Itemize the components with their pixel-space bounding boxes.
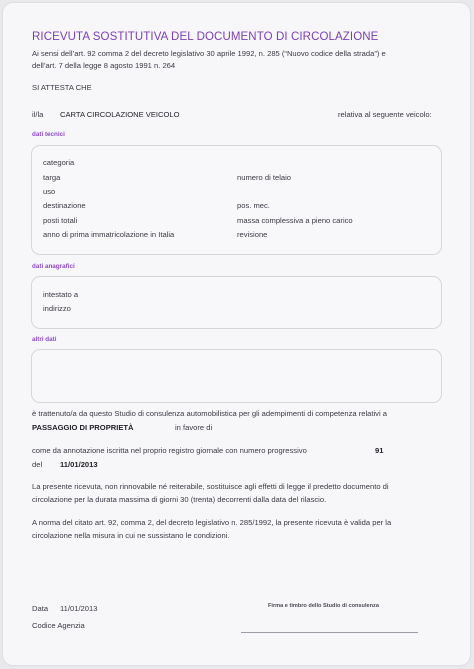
section-label-other: altri dati — [32, 336, 57, 343]
other-data-box — [31, 349, 442, 403]
del-label: del — [32, 460, 43, 469]
note-2-line-1: A norma del citato art. 92, comma 2, del decreto legislativo n. 285/1992, la presente ricevuta è valida per la — [32, 518, 392, 527]
procedure-value: PASSAGGIO DI PROPRIETÀ — [32, 423, 134, 432]
document-type-value: CARTA CIRCOLAZIONE VEICOLO — [60, 110, 180, 119]
note-1-line-2: circolazione per la durata massima di giorni 30 (trenta) decorrenti dalla data del rilascio. — [32, 495, 327, 504]
receipt-sheet — [3, 3, 470, 665]
section-label-registry: dati anagrafici — [32, 263, 75, 270]
field-revisione: revisione — [237, 230, 268, 239]
field-numero-telaio: numero di telaio — [237, 173, 292, 182]
data-label: Data — [32, 604, 49, 613]
field-massa: massa complessiva a pieno carico — [237, 216, 353, 225]
note-1-line-1: La presente ricevuta, non rinnovabile né reiterabile, sostituisce agli effetti di legge il predetto documento di — [32, 482, 389, 491]
intro-line-2: dell’art. 7 della legge 8 agosto 1991 n. 264 — [32, 61, 176, 70]
field-anno-immatricolazione: anno di prima immatricolazione in Italia — [43, 230, 175, 239]
note-2-line-2: circolazione nella misura in cui ne sussistano le condizioni. — [32, 531, 230, 540]
field-posti-totali: posti totali — [43, 216, 78, 225]
field-intestato: intestato a — [43, 290, 79, 299]
relativa-label: relativa al seguente veicolo: — [338, 110, 432, 119]
progressivo-value: 91 — [375, 446, 384, 455]
field-uso: uso — [43, 187, 56, 196]
il-la-label: il/la — [32, 110, 44, 119]
firma-label: Firma e timbro dello Studio di consulenza — [268, 603, 379, 609]
field-targa: targa — [43, 173, 61, 182]
retention-text: è trattenuto/a da questo Studio di consulenza automobilistica per gli adempimenti di competenza relativi a — [32, 409, 388, 418]
field-categoria: categoria — [43, 158, 75, 167]
attesta-label: SI ATTESTA CHE — [32, 83, 92, 92]
field-pos-mec: pos. mec. — [237, 201, 270, 210]
field-indirizzo: indirizzo — [43, 304, 71, 313]
del-date-value: 11/01/2013 — [60, 460, 98, 469]
registry-data-box — [31, 276, 442, 329]
data-value: 11/01/2013 — [60, 604, 98, 613]
field-destinazione: destinazione — [43, 201, 86, 210]
intro-line-1: Ai sensi dell’art. 92 comma 2 del decreto legislativo 30 aprile 1992, n. 285 (“Nuovo codice della strada”) e — [32, 49, 386, 58]
document-title: RICEVUTA SOSTITUTIVA DEL DOCUMENTO DI CIRCOLAZIONE — [32, 31, 379, 43]
annotazione-text: come da annotazione iscritta nel proprio registro giornale con numero progressivo — [32, 446, 307, 455]
codice-agenzia-label: Codice Agenzia — [32, 621, 85, 630]
signature-line — [241, 632, 418, 633]
section-label-technical: dati tecnici — [32, 131, 65, 138]
in-favore-label: in favore di — [175, 423, 213, 432]
